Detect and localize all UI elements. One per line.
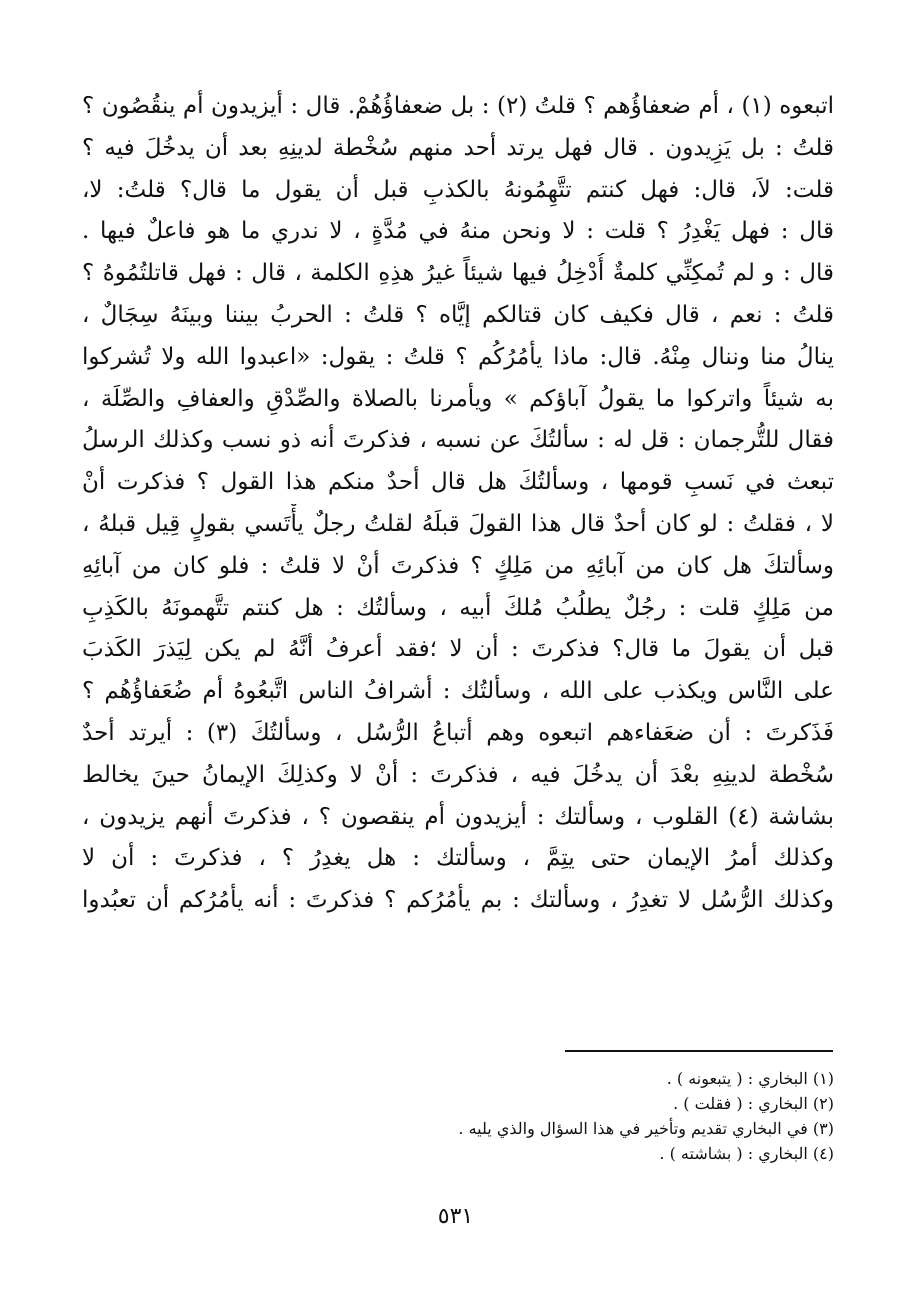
text-line: قلتُ : نعم ، قال فكيف كان قتالكم إيَّاه ؟ قلتُ : الحربُ بيننا وبينَهُ سِجَالٌ ، [82,301,834,328]
text-line: وكذلك أمرُ الإيمان حتى يتِمَّ ، وسألتك : هل يغدِرُ ؟ ، فذكرتَ : أن لا [82,845,834,872]
text-line: لا ، فقلتُ : لو كان أحدٌ قال هذا القولَ قبلَهُ لقلتُ رجلٌ يأْتَسي بقولٍ قِيل قبلهُ ، [82,510,834,537]
text-line: تبعث في نَسبِ قومها ، وسألتُكَ هل قال أحدٌ منكم هذا القول ؟ فذكرت أنْ [82,469,834,496]
text-line: وسألتكَ هل كان من آبائِهِ من مَلِكٍ ؟ فذكرتَ أنْ لا قلتُ : فلو كان من آبائِهِ [82,552,834,579]
footnote-item: (٢) البخاري : ( فقلت ) . [673,1094,834,1113]
footnote-item: (٤) البخاري : ( بشاشته ) . [659,1144,834,1163]
main-text [82,86,834,922]
page-number: ٥٣١ [437,1204,474,1229]
text-line: قلتُ : بل يَزِيدون . قال فهل يرتد أحد منهم سُخْطة لدينِهِ بعد أن يدخُلَ فيه ؟ [82,134,834,161]
footnote-item: (٣) في البخاري تقديم وتأخير في هذا السؤال والذي يليه . [458,1119,834,1138]
footnote-divider [565,1050,833,1052]
text-line: ينالُ منا وننال مِنْهُ. قال: ماذا يأمُرُكُم ؟ قلتُ : يقول: «اعبدوا الله ولا تُشركوا [82,343,834,370]
text-line: وكذلك الرُّسُل لا تغدِرُ ، وسألتك : بم يأمُرُكم ؟ فذكرتَ : أنه يأمُرُكم أن تعبُدوا [82,887,834,914]
text-line: فقال للتُّرجمان : قل له : سألتُكَ عن نسبه ، فذكرتَ أنه ذو نسب وكذلك الرسلُ [82,427,834,454]
text-line: فَذَكرتَ : أن ضعَفاءهم اتبعوه وهم أتباعُ الرُّسُل ، وسألتُكَ (٣) : أيرتد أحدٌ [82,719,834,746]
text-line: على النَّاس ويكذب على الله ، وسألتُك : أشرافُ الناس اتَّبعُوهُ أم ضُعَفاؤُهُم ؟ [82,678,834,705]
text-line: من مَلِكٍ قلت : رجُلٌ يطلُبُ مُلكَ أبيه ، وسألتُك : هل كنتم تتَّهمونَهُ بالكَذِبِ [82,594,834,621]
footnote-item: (١) البخاري : ( يتبعونه ) . [666,1069,834,1088]
text-line: به شيئاً واتركوا ما يقولُ آباؤكم » ويأمرنا بالصلاة والصِّدْقِ والعفافِ والصِّلَة ، [82,385,834,412]
footnotes [300,1066,834,1166]
text-line: قال : و لم تُمكِنِّي كلمةٌ أُدْخِلُ فيها شيئاً غيرُ هذِهِ الكلمة ، قال : فهل قاتلتُمُوهُ ؟ [82,260,834,287]
text-line: قال : فهل يَغْدِرُ ؟ قلت : لا ونحن منهُ في مُدَّةٍ ، لا ندري ما هو فاعلٌ فيها . [82,218,834,245]
text-line: اتبعوه (١) ، أم ضعفاؤُهم ؟ قلتُ (٢) : بل ضعفاؤُهُمْ. قال : أيزيدون أم ينقُصُون ؟ [82,93,834,119]
text-line: قلت: لاَ، قال: فهل كنتم تتَّهِمُونهُ بالكذبِ قبل أن يقول ما قال؟ قلتُ: لا، [82,176,834,203]
text-line: قبل أن يقولَ ما قال؟ فذكرتَ : أن لا ؛فقد أعرفُ أنَّهُ لم يكن لِيَذرَ الكَذبَ [82,636,834,663]
text-line: سُخْطة لدينِهِ بعْدَ أن يدخُلَ فيه ، فذكرتَ : أنْ لا وكذلِكَ الإيمانُ حينَ يخالط [82,761,834,788]
text-line: بشاشة (٤) القلوب ، وسألتك : أيزيدون أم ينقصون ؟ ، فذكرتَ أنهم يزيدون ، [82,803,834,830]
